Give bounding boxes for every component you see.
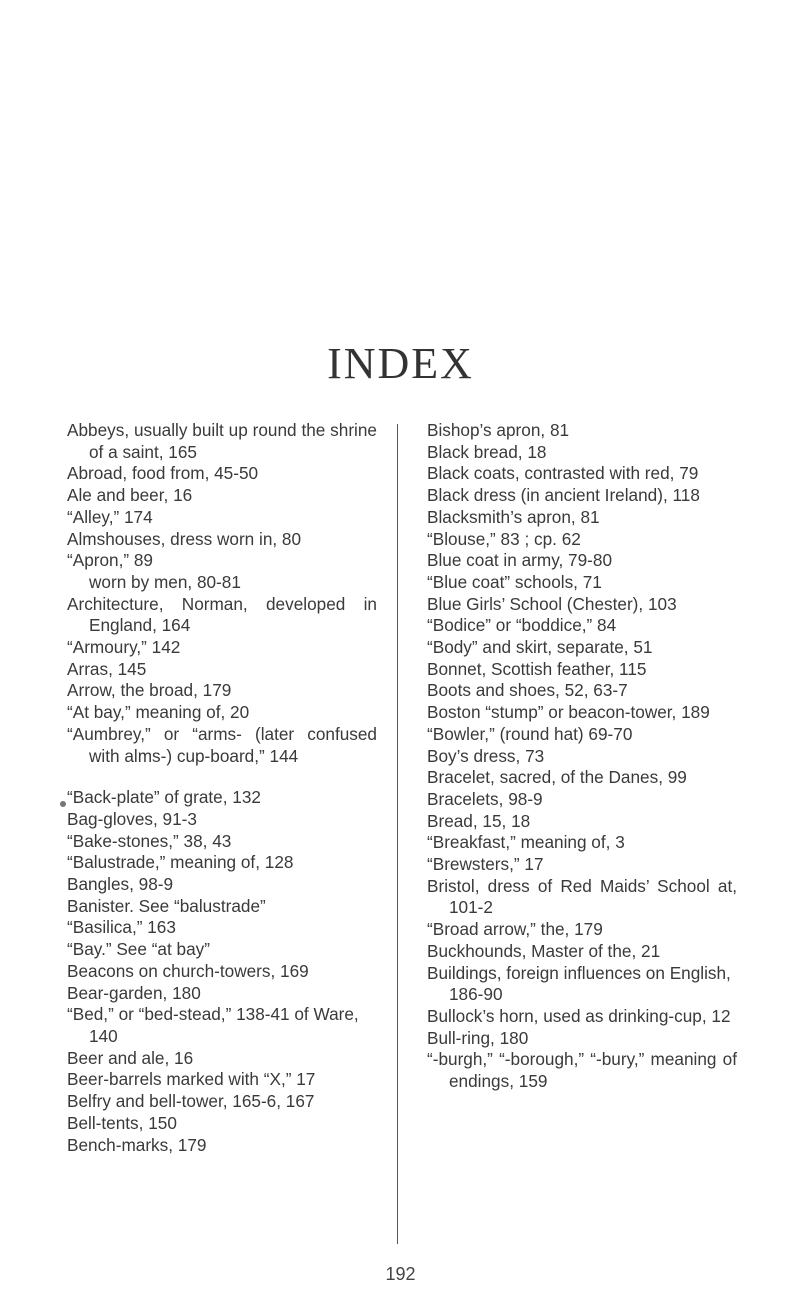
index-column-right xyxy=(427,420,737,1093)
index-entry: Black bread, 18 xyxy=(427,441,547,462)
index-entry: Bench-marks, 179 xyxy=(67,1134,207,1155)
index-entry: worn by men, 80-81 xyxy=(89,571,241,592)
index-entry: Bear-garden, 180 xyxy=(67,982,201,1003)
index-entry: Banister. See “balustrade” xyxy=(67,895,266,916)
index-entry: Belfry and bell-tower, 165-6, 167 xyxy=(67,1091,315,1112)
index-entry: “Apron,” 89 xyxy=(67,550,153,571)
page-number: 192 xyxy=(385,1264,416,1284)
index-entry: Bell-tents, 150 xyxy=(67,1112,177,1133)
index-entry: Bracelets, 98-9 xyxy=(427,788,543,809)
index-entry: “-burgh,” “-borough,” “-bury,” meaning of endings, 159 xyxy=(427,1049,737,1092)
index-entry: Boston “stump” or beacon-tower, 189 xyxy=(427,702,710,723)
index-entry: Blacksmith’s apron, 81 xyxy=(427,506,600,527)
index-column-left xyxy=(67,420,377,1156)
index-entry: Ale and beer, 16 xyxy=(67,485,193,506)
index-entry: Bracelet, sacred, of the Danes, 99 xyxy=(427,767,687,788)
index-entry: Boots and shoes, 52, 63-7 xyxy=(427,680,628,701)
index-entry: Black dress (in ancient Ireland), 118 xyxy=(427,485,700,506)
index-entry: Bull-ring, 180 xyxy=(427,1027,529,1048)
column-divider xyxy=(397,424,398,1244)
index-entry: Boy’s dress, 73 xyxy=(427,745,545,766)
index-entry: Buildings, foreign influences on English, 186-90 xyxy=(427,962,731,1005)
index-entry: Bag-gloves, 91-3 xyxy=(67,808,197,829)
index-entry: Blue coat in army, 79-80 xyxy=(427,550,613,571)
index-entry: Bullock’s horn, used as drinking-cup, 12 xyxy=(427,1005,731,1026)
index-entry: “Bake-stones,” 38, 43 xyxy=(67,830,232,851)
index-entry: “Armoury,” 142 xyxy=(67,637,181,658)
index-entry: Beer and ale, 16 xyxy=(67,1047,194,1068)
ink-spot xyxy=(60,801,66,807)
index-entry: Arras, 145 xyxy=(67,658,147,679)
index-entry: “Blue coat” schools, 71 xyxy=(427,571,602,592)
index-entry: “Broad arrow,” the, 179 xyxy=(427,919,603,940)
index-entry: “Basilica,” 163 xyxy=(67,917,176,938)
index-entry: Bonnet, Scottish feather, 115 xyxy=(427,658,647,679)
index-entry: “Bowler,” (round hat) 69-70 xyxy=(427,723,633,744)
index-entry: “Bay.” See “at bay” xyxy=(67,939,210,960)
index-entry: “Brewsters,” 17 xyxy=(427,854,544,875)
index-entry: “Breakfast,” meaning of, 3 xyxy=(427,832,625,853)
index-entry: Bangles, 98-9 xyxy=(67,874,174,895)
index-entry: Beacons on church-towers, 169 xyxy=(67,960,309,981)
index-entry: “Balustrade,” meaning of, 128 xyxy=(67,852,294,873)
index-entry: Arrow, the broad, 179 xyxy=(67,680,232,701)
index-entry: “Blouse,” 83 ; cp. 62 xyxy=(427,528,581,549)
index-entry: Architecture, Norman, developed in England, 164 xyxy=(67,593,377,636)
index-entry: Bread, 15, 18 xyxy=(427,810,531,831)
page-title: INDEX xyxy=(327,339,474,388)
index-entry: Bristol, dress of Red Maids’ School at, 101-2 xyxy=(427,875,737,918)
index-entry: Abbeys, usually built up round the shrine of a saint, 165 xyxy=(67,420,377,462)
index-entry: “Aumbrey,” or “arms- (later confused with alms-) cup-board,” 144 xyxy=(67,723,377,766)
index-entry: Buckhounds, Master of the, 21 xyxy=(427,940,661,961)
index-entry: Blue Girls’ School (Chester), 103 xyxy=(427,593,677,614)
index-entry: “Bed,” or “bed-stead,” 138-41 of Ware, 140 xyxy=(67,1004,359,1046)
index-entry: “Body” and skirt, separate, 51 xyxy=(427,637,653,658)
index-entry: Bishop’s apron, 81 xyxy=(427,420,570,440)
index-entry: “Alley,” 174 xyxy=(67,506,153,527)
index-entry: Almshouses, dress worn in, 80 xyxy=(67,528,302,549)
index-entry: “At bay,” meaning of, 20 xyxy=(67,702,250,723)
index-entry: Beer-barrels marked with “X,” 17 xyxy=(67,1069,316,1090)
index-entry: “Back-plate” of grate, 132 xyxy=(67,787,261,808)
index-entry: “Bodice” or “boddice,” 84 xyxy=(427,615,617,636)
index-entry: Abroad, food from, 45-50 xyxy=(67,463,259,484)
index-entry: Black coats, contrasted with red, 79 xyxy=(427,463,699,484)
